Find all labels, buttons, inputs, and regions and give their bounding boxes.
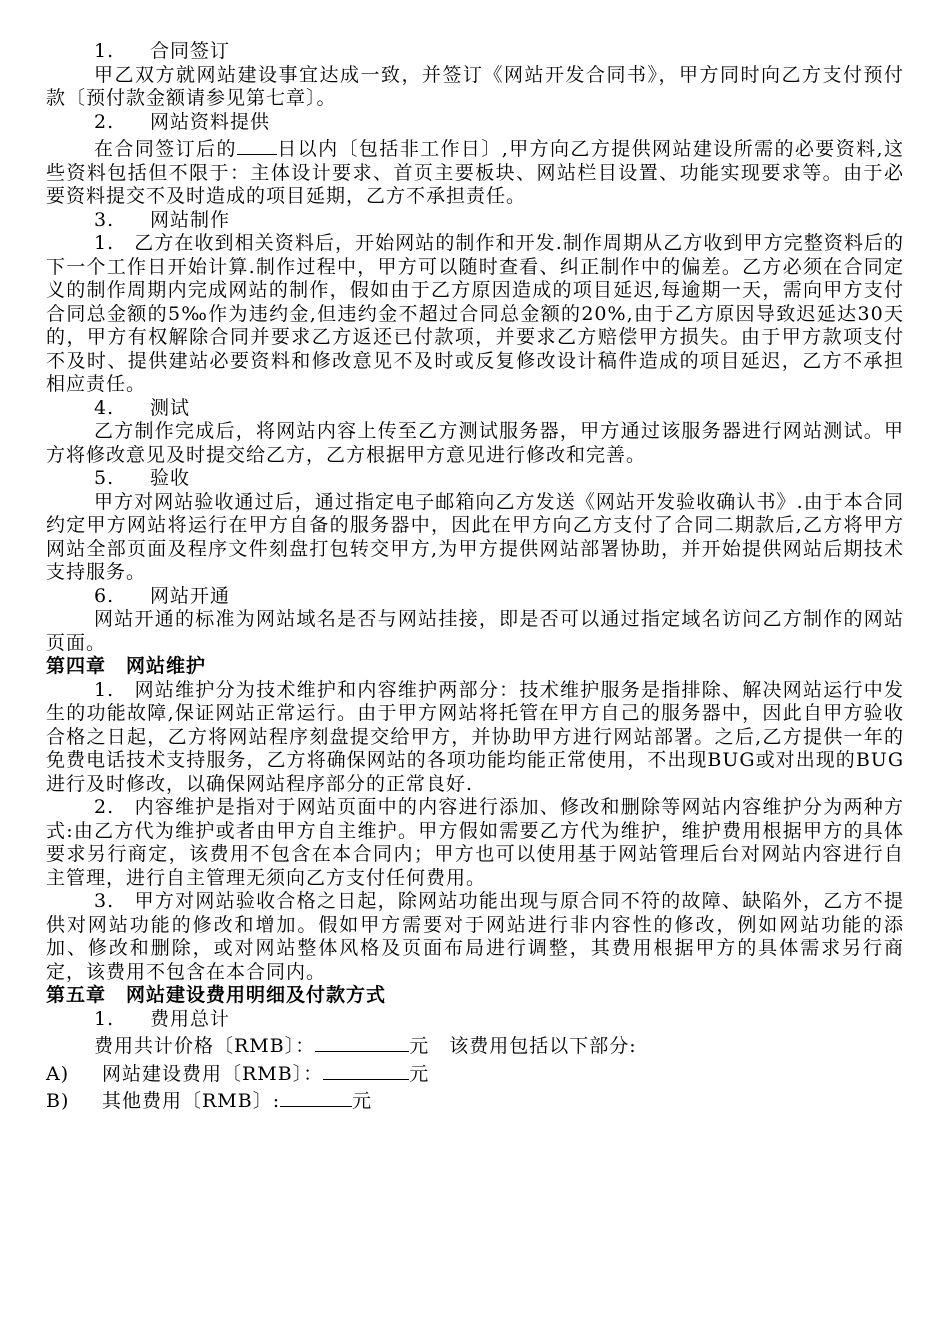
fee-total-note: 该费用包括以下部分: bbox=[429, 1035, 637, 1057]
section-body-5: 甲方对网站验收通过后，通过指定电子邮箱向乙方发送《网站开发验收确认书》.由于本合同约定甲方网站将运行在甲方自备的服务器中，因此在甲方向乙方支付了合同二期款后,乙方将甲方网站全部页面及程序文件刻盘打包转交甲方,为甲方提供网站部署协助，并开始提供网站后期技术支持服务。 bbox=[46, 490, 904, 583]
fee-b-line bbox=[46, 1086, 904, 1114]
section-title: 测试 bbox=[150, 396, 191, 419]
chapter-5-sub-heading bbox=[46, 1008, 904, 1032]
fee-a-label: A) bbox=[46, 1062, 70, 1085]
fee-b-label: B) bbox=[46, 1090, 70, 1112]
section-heading-2 bbox=[46, 111, 904, 135]
fee-total-label: 费用共计价格〔RMB〕： bbox=[94, 1035, 316, 1057]
fee-b-unit: 元 bbox=[352, 1090, 373, 1112]
fee-b-text: 其他费用〔RMB〕: bbox=[102, 1090, 281, 1112]
fee-b-blank[interactable] bbox=[280, 1086, 352, 1107]
fee-a-blank[interactable] bbox=[323, 1059, 409, 1080]
section-title: 网站开通 bbox=[150, 584, 231, 607]
section-heading-6 bbox=[46, 585, 904, 609]
section-heading-1 bbox=[46, 40, 904, 64]
section-body-4: 乙方制作完成后，将网站内容上传至乙方测试服务器，甲方通过该服务器进行网站测试。甲方将修改意见及时提交给乙方，乙方根据甲方意见进行修改和完善。 bbox=[46, 420, 904, 466]
fee-a-unit: 元 bbox=[409, 1062, 430, 1085]
section-number: 2. bbox=[94, 110, 115, 133]
section-title: 网站制作 bbox=[150, 208, 231, 231]
section-title: 合同签订 bbox=[150, 40, 231, 62]
fee-total-unit: 元 bbox=[409, 1035, 430, 1057]
section-body-6: 网站开通的标准为网站域名是否与网站挂接，即是否可以通过指定域名访问乙方制作的网站页面。 bbox=[46, 608, 904, 654]
body-text: 日以内〔包括非工作日〕,甲方向乙方提供网站建设所需的必要资料,这些资料包括但不限于：主体设计要求、首页主要板块、网站栏目设置、功能实现要求等。由于必要资料提交不及时造成的项目延期，乙方不承担责任。 bbox=[46, 138, 904, 207]
section-heading-5 bbox=[46, 467, 904, 491]
chapter-4-item-2: 2. 内容维护是指对于网站页面中的内容进行添加、修改和删除等网站内容维护分为两种方式:由乙方代为维护或者由甲方自主维护。甲方假如需要乙方代为维护，维护费用根据甲方的具体要求另行商定，该费用不包含在本合同内；甲方也可以使用基于网站管理后台对网站内容进行自主管理，进行自主管理无须向乙方支付任何费用。 bbox=[46, 796, 904, 889]
chapter-4-item-3: 3. 甲方对网站验收合格之日起，除网站功能出现与原合同不符的故障、缺陷外，乙方不提供对网站功能的修改和增加。假如甲方需要对于网站进行非内容性的修改，例如网站功能的添加、修改和删除，或对网站整体风格及页面布局进行调整，其费用根据甲方的具体需求另行商定，该费用不包含在本合同内。 bbox=[46, 890, 904, 983]
section-title: 网站资料提供 bbox=[150, 110, 271, 133]
section-number: 1. bbox=[94, 1007, 115, 1030]
body-text: 在合同签订后的 bbox=[94, 138, 237, 160]
chapter-4-title: 第四章 网站维护 bbox=[46, 655, 207, 677]
section-body-3: 1. 乙方在收到相关资料后，开始网站的制作和开发.制作周期从乙方收到甲方完整资料后的下一个工作日开始计算.制作过程中，甲方可以随时查看、纠正制作中的偏差。乙方必须在合同定义的制作周期内完成网站的制作，假如由于乙方原因造成的项目延迟,每逾期一天，需向甲方支付合同总金额的5‰作为违约金,但违约金不超过合同总金额的20%,由于乙方原因导致迟延达30天的，甲方有权解除合同并要求乙方返还已付款项，并要求乙方赔偿甲方损失。由于甲方款项支付不及时、提供建站必要资料和修改意见不及时或反复修改设计稿件造成的项目延迟，乙方不承担相应责任。 bbox=[46, 232, 904, 395]
fee-total-blank[interactable] bbox=[315, 1031, 409, 1052]
section-number: 4. bbox=[94, 396, 115, 419]
fee-a-line bbox=[46, 1059, 904, 1087]
section-title: 费用总计 bbox=[150, 1007, 231, 1030]
section-number: 5. bbox=[94, 467, 115, 489]
chapter-4-item-1: 1. 网站维护分为技术维护和内容维护两部分：技术维护服务是指排除、解决网站运行中发生的功能故障,保证网站正常运行。由于甲方网站将托管在甲方自己的服务器中，因此自甲方验收合格之日起，乙方将网站程序刻盘提交给甲方，并协助甲方进行网站部署。之后,乙方提供一年的免费电话技术支持服务，乙方将确保网站的各项功能均能正常使用，不出现BUG或对出现的BUG进行及时修改，以确保网站程序部分的正常良好. bbox=[46, 678, 904, 795]
fee-a-text: 网站建设费用〔RMB〕： bbox=[102, 1062, 324, 1085]
chapter-5-title: 第五章 网站建设费用明细及付款方式 bbox=[46, 984, 387, 1006]
days-blank[interactable] bbox=[237, 134, 277, 155]
section-number: 3. bbox=[94, 208, 115, 231]
section-heading-3 bbox=[46, 209, 904, 233]
section-body-2 bbox=[46, 134, 904, 209]
fee-total-line bbox=[46, 1031, 904, 1059]
section-body-1: 甲乙双方就网站建设事宜达成一致，并签订《网站开发合同书》，甲方同时向乙方支付预付款〔预付款金额请参见第七章〕。 bbox=[46, 63, 904, 109]
section-number: 6. bbox=[94, 584, 115, 607]
section-heading-4 bbox=[46, 397, 904, 421]
section-title: 验收 bbox=[150, 467, 191, 489]
section-number: 1. bbox=[94, 40, 115, 62]
